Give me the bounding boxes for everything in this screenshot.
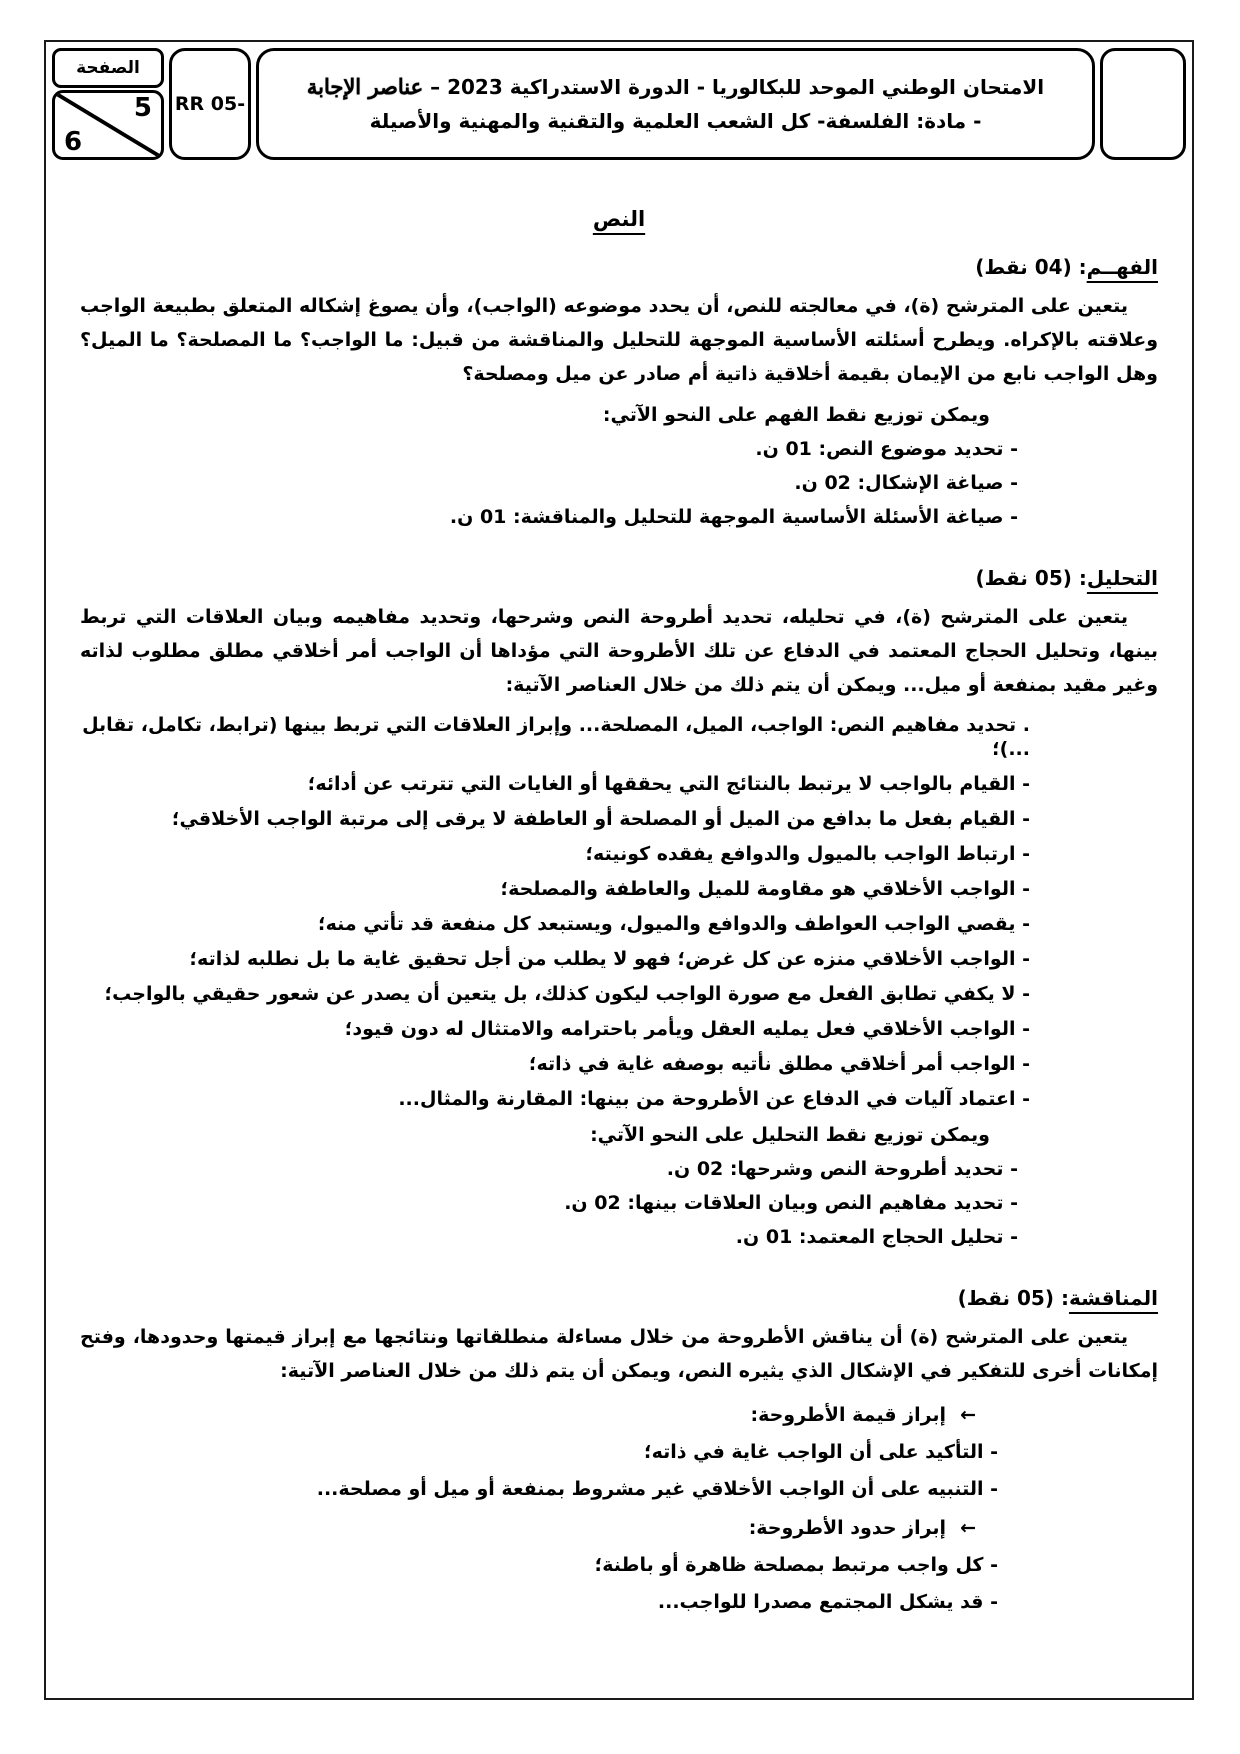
discussion-group-label: إبراز حدود الأطروحة: <box>748 1517 947 1539</box>
comprehension-heading <box>80 255 1158 279</box>
comprehension-score-item: - تحديد موضوع النص: 01 ن. <box>755 438 1018 460</box>
exam-subject-line: - مادة: الفلسفة- كل الشعب العلمية والتقنية والمهنية والأصيلة <box>369 109 982 133</box>
analysis-label: التحليل <box>1086 566 1158 590</box>
analysis-bullet: - يقصي الواجب العواطف والدوافع والميول، ويستبعد كل منفعة قد تأتي منه؛ <box>318 913 1030 935</box>
logo-placeholder-box <box>1100 48 1186 160</box>
exam-title-box <box>256 48 1095 160</box>
page-fraction-box <box>52 90 164 160</box>
discussion-paragraph: يتعين على المترشح (ة) أن يناقش الأطروحة من خلال مساءلة منطلقاتها ونتائجها مع إبراز قيمتها وحدودها، وفتح إمكانات أخرى للتفكير في الإشكال الذي يثيره النص، ويمكن أن يتم ذلك من خلال العناصر الآتية: <box>80 1326 1158 1382</box>
discussion-group-limits-heading <box>80 1516 1158 1540</box>
discussion-sub-item: - التنبيه على أن الواجب الأخلاقي غير مشروط بمنفعة أو ميل أو مصلحة... <box>316 1478 998 1500</box>
section-analysis <box>80 566 1158 1248</box>
analysis-score-item: - تحديد مفاهيم النص وبيان العلاقات بينها: 02 ن. <box>564 1192 1018 1214</box>
analysis-distribution-intro: ويمكن توزيع نقط التحليل على النحو الآتي: <box>590 1124 990 1146</box>
comprehension-score-item: - صياغة الأسئلة الأساسية الموجهة للتحليل والمناقشة: 01 ن. <box>449 506 1018 528</box>
analysis-bullet: . تحديد مفاهيم النص: الواجب، الميل، المصلحة... وإبراز العلاقات التي تربط بينها (ترابط، تكامل، تقابل ...)؛ <box>82 714 1030 760</box>
comprehension-distribution-intro: ويمكن توزيع نقط الفهم على النحو الآتي: <box>602 404 990 426</box>
analysis-points: : (05 نقط) <box>975 566 1087 590</box>
analysis-bullet: - القيام بالواجب لا يرتبط بالنتائج التي يحققها أو الغايات التي تترتب عن أدائه؛ <box>307 773 1030 795</box>
left-arrow-icon: ← <box>960 1404 976 1426</box>
analysis-bullet: - الواجب الأخلاقي منزه عن كل غرض؛ فهو لا يطلب من أجل تحقيق غاية ما بل نطلبه لذاته؛ <box>189 948 1030 970</box>
analysis-paragraph: يتعين على المترشح (ة)، في تحليله، تحديد أطروحة النص وشرحها، وتحديد مفاهيمه وبيان العلاقات التي تربط بينها، وتحليل الحجاج المعتمد في الدفاع عن تلك الأطروحة التي مؤداها أن الواجب أمر أخلاقي مطلق مطلوب لذاته وغير مقيد بمنفعة أو ميل... ويمكن أن يتم ذلك من خلال العناصر الآتية: <box>80 606 1158 696</box>
section-discussion <box>80 1286 1158 1614</box>
analysis-bullet: - القيام بفعل ما بدافع من الميل أو المصلحة أو العاطفة لا يرقى إلى مرتبة الواجب الأخلاقي؛ <box>171 808 1030 830</box>
document-header <box>52 48 1186 160</box>
analysis-bullet: - الواجب الأخلاقي هو مقاومة للميل والعاطفة والمصلحة؛ <box>500 878 1030 900</box>
section-comprehension <box>80 255 1158 528</box>
discussion-points: : (05 نقط) <box>957 1286 1069 1310</box>
analysis-score-item: - تحليل الحجاج المعتمد: 01 ن. <box>735 1226 1018 1248</box>
discussion-group-value-heading <box>80 1403 1158 1427</box>
analysis-bullet: - الواجب الأخلاقي فعل يمليه العقل ويأمر باحترامه والامتثال له دون قيود؛ <box>344 1018 1030 1040</box>
comprehension-points: : (04 نقط) <box>975 255 1087 279</box>
page-current-number: 5 <box>133 93 152 123</box>
comprehension-score-item: - صياغة الإشكال: 02 ن. <box>794 472 1018 494</box>
page-border-frame <box>44 40 1194 1700</box>
discussion-sub-item: - قد يشكل المجتمع مصدرا للواجب... <box>657 1591 998 1613</box>
left-arrow-icon: ← <box>960 1517 976 1539</box>
comprehension-paragraph: يتعين على المترشح (ة)، في معالجته للنص، أن يحدد موضوعه (الواجب)، وأن يصوغ إشكاله المتعلق بطبيعة الواجب وعلاقته بالإكراه. ويطرح أسئلته الأساسية الموجهة للتحليل والمناقشة من قبيل: ما الواجب؟ ما المصلحة؟ ما الميل؟ وهل الواجب نابع من الإيمان بقيمة أخلاقية ذاتية أم صادر عن ميل ومصلحة؟ <box>80 295 1158 385</box>
analysis-bullet: - اعتماد آليات في الدفاع عن الأطروحة من بينها: المقارنة والمثال... <box>398 1088 1030 1110</box>
answer-elements-decorative-title: عناصر الإجابة <box>306 74 424 99</box>
comprehension-label: الفهــم <box>1086 255 1158 279</box>
text-section-title: النص <box>592 207 646 231</box>
page-number-block <box>52 48 164 160</box>
discussion-group-label: إبراز قيمة الأطروحة: <box>750 1404 947 1426</box>
discussion-sub-item: - التأكيد على أن الواجب غاية في ذاته؛ <box>643 1441 998 1463</box>
analysis-bullet: - الواجب أمر أخلاقي مطلق نأتيه بوصفه غاية في ذاته؛ <box>528 1053 1030 1075</box>
exam-title-text: الامتحان الوطني الموحد للبكالوريا - الدورة الاستدراكية 2023 – <box>423 75 1045 99</box>
analysis-heading <box>80 566 1158 590</box>
exam-title-line <box>307 70 1044 104</box>
answer-key-content <box>46 207 1192 1614</box>
page-total-number: 6 <box>64 127 83 157</box>
analysis-bullet: - ارتباط الواجب بالميول والدوافع يفقده كونيته؛ <box>585 843 1030 865</box>
discussion-sub-item: - كل واجب مرتبط بمصلحة ظاهرة أو باطنة؛ <box>594 1554 998 1576</box>
exam-reference-code: RR 05- <box>169 48 251 160</box>
page-label: الصفحة <box>52 48 164 88</box>
discussion-heading <box>80 1286 1158 1310</box>
discussion-label: المناقشة <box>1068 1286 1158 1310</box>
analysis-bullet: - لا يكفي تطابق الفعل مع صورة الواجب ليكون كذلك، بل يتعين أن يصدر عن شعور حقيقي بالواجب؛ <box>104 983 1030 1005</box>
analysis-score-item: - تحديد أطروحة النص وشرحها: 02 ن. <box>666 1158 1018 1180</box>
